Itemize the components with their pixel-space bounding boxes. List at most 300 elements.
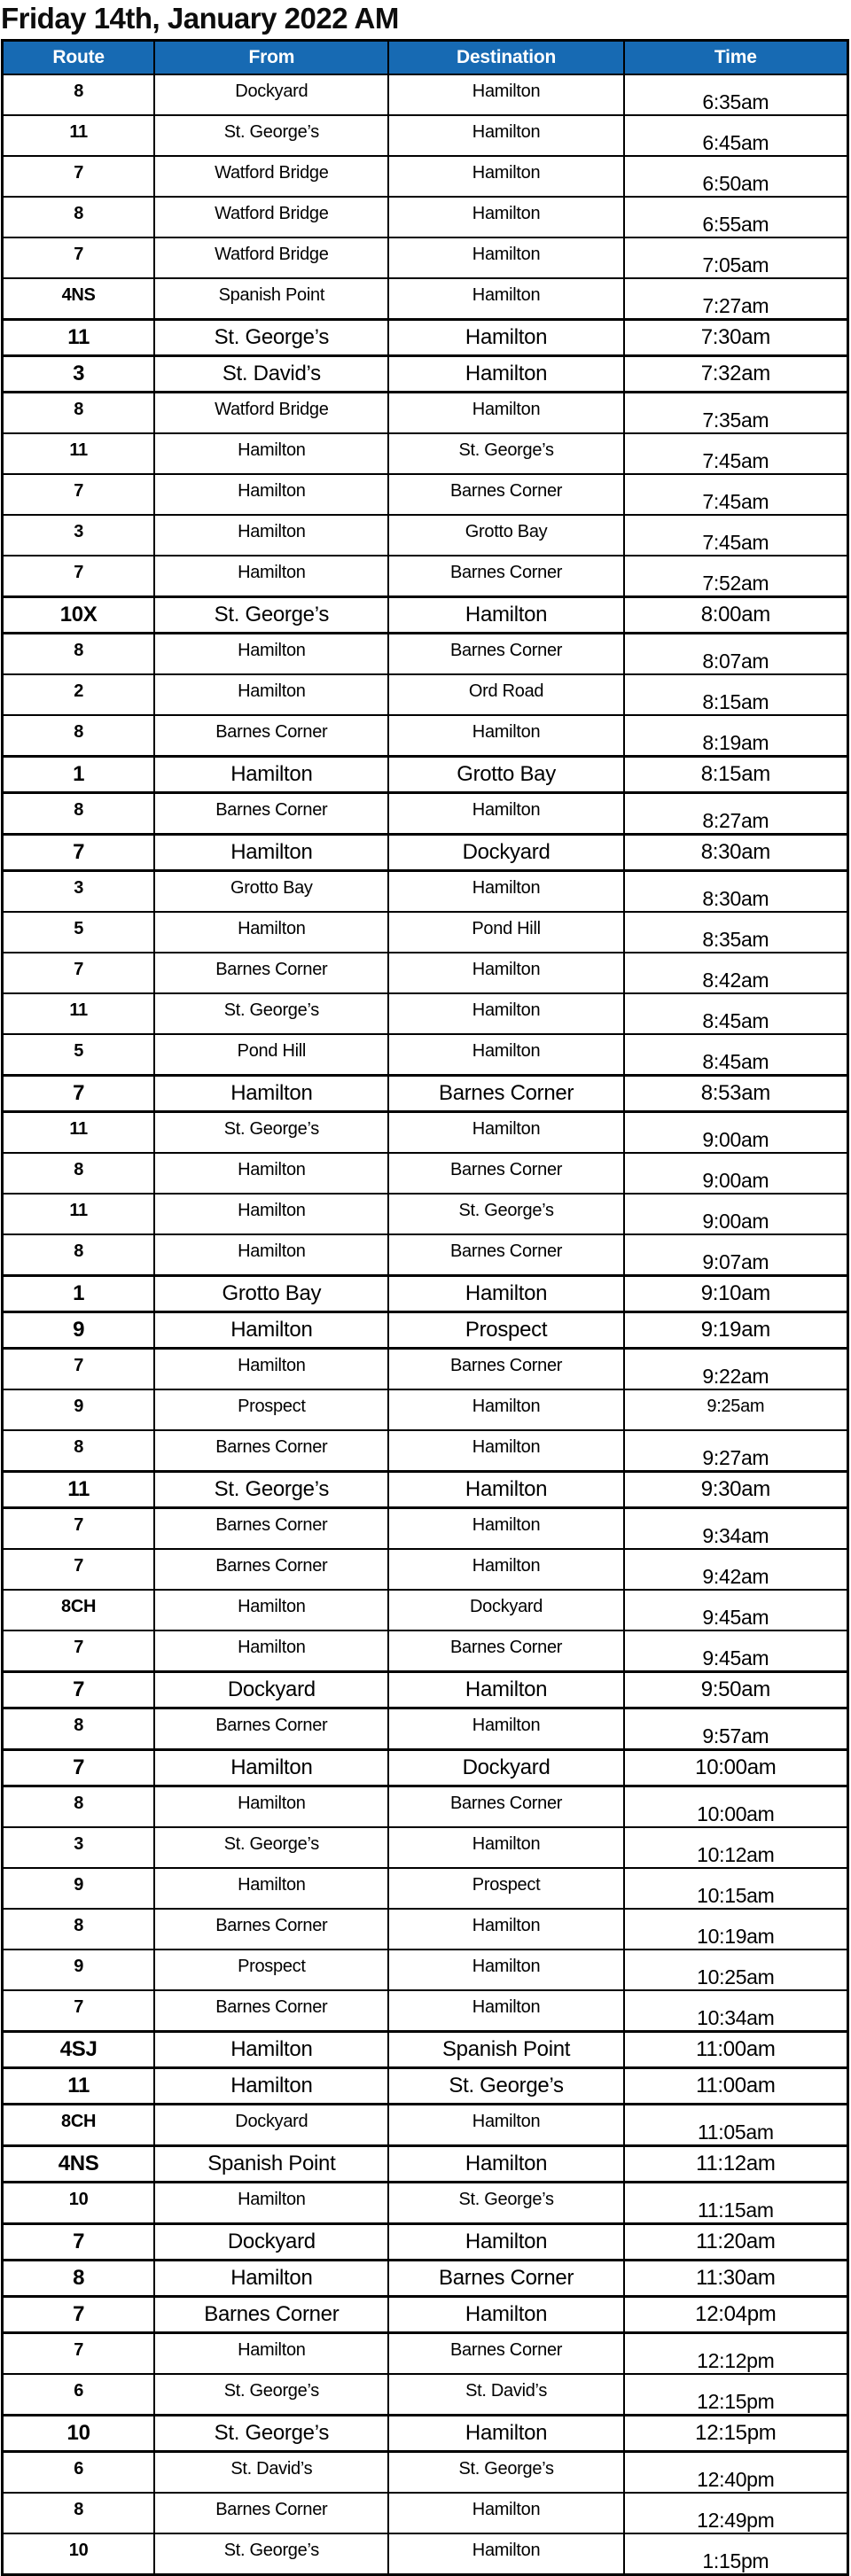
from-cell: Hamilton bbox=[154, 1312, 388, 1349]
destination-cell: Barnes Corner bbox=[388, 2261, 623, 2297]
from-cell: Hamilton bbox=[154, 2333, 388, 2375]
destination-cell: Hamilton bbox=[388, 2224, 623, 2261]
from-cell: Barnes Corner bbox=[154, 715, 388, 757]
time-cell: 9:19am bbox=[624, 1312, 848, 1349]
table-row bbox=[3, 115, 848, 156]
destination-cell: Barnes Corner bbox=[388, 634, 623, 675]
table-row bbox=[3, 2105, 848, 2146]
destination-cell: St. George’s bbox=[388, 433, 623, 474]
table-row bbox=[3, 835, 848, 871]
time-cell: 8:30am bbox=[624, 835, 848, 871]
destination-cell: Barnes Corner bbox=[388, 2333, 623, 2375]
from-cell: Hamilton bbox=[154, 515, 388, 556]
time-cell: 10:00am bbox=[624, 1750, 848, 1786]
destination-cell: Hamilton bbox=[388, 1672, 623, 1708]
time-cell: 9:00am bbox=[624, 1194, 848, 1234]
from-cell: Hamilton bbox=[154, 2261, 388, 2297]
time-cell: 9:00am bbox=[624, 1153, 848, 1194]
from-cell: Barnes Corner bbox=[154, 2297, 388, 2333]
route-cell: 3 bbox=[3, 515, 155, 556]
destination-cell: Hamilton bbox=[388, 1950, 623, 1990]
destination-cell: Hamilton bbox=[388, 320, 623, 356]
route-cell: 10X bbox=[3, 597, 155, 634]
route-cell: 8CH bbox=[3, 1590, 155, 1630]
time-cell: 6:35am bbox=[624, 74, 848, 115]
table-row bbox=[3, 1034, 848, 1076]
time-cell: 7:27am bbox=[624, 278, 848, 320]
time-cell: 10:25am bbox=[624, 1950, 848, 1990]
from-cell: Grotto Bay bbox=[154, 1276, 388, 1312]
destination-cell: Hamilton bbox=[388, 1276, 623, 1312]
destination-cell: Barnes Corner bbox=[388, 474, 623, 515]
from-cell: Hamilton bbox=[154, 2032, 388, 2068]
from-cell: Hamilton bbox=[154, 1076, 388, 1112]
route-cell: 8 bbox=[3, 1430, 155, 1472]
table-row bbox=[3, 1153, 848, 1194]
table-row bbox=[3, 1950, 848, 1990]
table-row bbox=[3, 912, 848, 953]
table-row bbox=[3, 1194, 848, 1234]
from-cell: Hamilton bbox=[154, 1750, 388, 1786]
time-cell: 8:00am bbox=[624, 597, 848, 634]
time-cell: 7:30am bbox=[624, 320, 848, 356]
table-row bbox=[3, 320, 848, 356]
route-cell: 3 bbox=[3, 1827, 155, 1868]
destination-cell: Prospect bbox=[388, 1868, 623, 1909]
time-cell: 11:15am bbox=[624, 2183, 848, 2224]
destination-cell: Barnes Corner bbox=[388, 1153, 623, 1194]
time-cell: 8:07am bbox=[624, 634, 848, 675]
route-cell: 11 bbox=[3, 115, 155, 156]
from-cell: Hamilton bbox=[154, 1868, 388, 1909]
time-cell: 6:50am bbox=[624, 156, 848, 197]
time-cell: 12:15pm bbox=[624, 2374, 848, 2416]
table-row bbox=[3, 2374, 848, 2416]
route-cell: 7 bbox=[3, 237, 155, 278]
table-row bbox=[3, 1430, 848, 1472]
route-cell: 11 bbox=[3, 2068, 155, 2105]
table-row bbox=[3, 953, 848, 993]
table-row bbox=[3, 1590, 848, 1630]
from-cell: Barnes Corner bbox=[154, 1430, 388, 1472]
route-cell: 10 bbox=[3, 2416, 155, 2452]
from-cell: Dockyard bbox=[154, 1672, 388, 1708]
table-row bbox=[3, 1786, 848, 1828]
route-cell: 1 bbox=[3, 1276, 155, 1312]
table-row bbox=[3, 597, 848, 634]
time-cell: 9:45am bbox=[624, 1630, 848, 1672]
destination-cell: St. George’s bbox=[388, 2183, 623, 2224]
table-row bbox=[3, 871, 848, 913]
time-cell: 8:27am bbox=[624, 793, 848, 835]
from-cell: Hamilton bbox=[154, 2068, 388, 2105]
destination-cell: St. David’s bbox=[388, 2374, 623, 2416]
route-cell: 8 bbox=[3, 1786, 155, 1828]
time-cell: 12:40pm bbox=[624, 2452, 848, 2494]
route-cell: 7 bbox=[3, 474, 155, 515]
table-row bbox=[3, 1276, 848, 1312]
destination-cell: Hamilton bbox=[388, 237, 623, 278]
from-cell: St. David’s bbox=[154, 356, 388, 393]
route-cell: 7 bbox=[3, 156, 155, 197]
from-cell: Hamilton bbox=[154, 1786, 388, 1828]
route-cell: 7 bbox=[3, 953, 155, 993]
from-cell: Barnes Corner bbox=[154, 1909, 388, 1950]
route-cell: 8 bbox=[3, 715, 155, 757]
from-cell: Hamilton bbox=[154, 674, 388, 715]
table-row bbox=[3, 1312, 848, 1349]
time-cell: 9:27am bbox=[624, 1430, 848, 1472]
from-cell: Watford Bridge bbox=[154, 197, 388, 237]
route-cell: 8 bbox=[3, 1909, 155, 1950]
from-cell: St. George’s bbox=[154, 2374, 388, 2416]
table-row bbox=[3, 1549, 848, 1590]
route-cell: 2 bbox=[3, 674, 155, 715]
destination-cell: Barnes Corner bbox=[388, 1076, 623, 1112]
table-row bbox=[3, 1827, 848, 1868]
table-row bbox=[3, 793, 848, 835]
route-cell: 8 bbox=[3, 2493, 155, 2533]
column-header-destination: Destination bbox=[388, 41, 623, 75]
destination-cell: Hamilton bbox=[388, 115, 623, 156]
table-row bbox=[3, 1750, 848, 1786]
from-cell: Barnes Corner bbox=[154, 793, 388, 835]
table-row bbox=[3, 634, 848, 675]
destination-cell: Hamilton bbox=[388, 1990, 623, 2032]
destination-cell: Hamilton bbox=[388, 597, 623, 634]
table-row bbox=[3, 2493, 848, 2533]
route-cell: 8 bbox=[3, 793, 155, 835]
route-cell: 7 bbox=[3, 1076, 155, 1112]
route-cell: 11 bbox=[3, 993, 155, 1034]
from-cell: Prospect bbox=[154, 1389, 388, 1430]
route-cell: 7 bbox=[3, 1508, 155, 1550]
from-cell: Barnes Corner bbox=[154, 1549, 388, 1590]
time-cell: 7:45am bbox=[624, 474, 848, 515]
table-row bbox=[3, 1909, 848, 1950]
table-row bbox=[3, 1990, 848, 2032]
from-cell: St. George’s bbox=[154, 2416, 388, 2452]
header-row bbox=[3, 41, 848, 75]
route-cell: 9 bbox=[3, 1950, 155, 1990]
time-cell: 9:07am bbox=[624, 1234, 848, 1276]
route-cell: 5 bbox=[3, 1034, 155, 1076]
table-row bbox=[3, 2333, 848, 2375]
route-cell: 4NS bbox=[3, 2146, 155, 2183]
table-row bbox=[3, 356, 848, 393]
route-cell: 5 bbox=[3, 912, 155, 953]
route-cell: 11 bbox=[3, 1194, 155, 1234]
table-row bbox=[3, 433, 848, 474]
time-cell: 12:49pm bbox=[624, 2493, 848, 2533]
time-cell: 1:15pm bbox=[624, 2533, 848, 2575]
route-cell: 9 bbox=[3, 1389, 155, 1430]
from-cell: Hamilton bbox=[154, 433, 388, 474]
from-cell: St. George’s bbox=[154, 993, 388, 1034]
table-row bbox=[3, 156, 848, 197]
destination-cell: Grotto Bay bbox=[388, 515, 623, 556]
route-cell: 8 bbox=[3, 1234, 155, 1276]
page-title: Friday 14th, January 2022 AM bbox=[1, 2, 399, 35]
from-cell: Hamilton bbox=[154, 1590, 388, 1630]
from-cell: Hamilton bbox=[154, 1234, 388, 1276]
time-cell: 9:57am bbox=[624, 1708, 848, 1750]
time-cell: 11:05am bbox=[624, 2105, 848, 2146]
time-cell: 8:45am bbox=[624, 993, 848, 1034]
table-row bbox=[3, 1076, 848, 1112]
route-cell: 8 bbox=[3, 634, 155, 675]
route-cell: 6 bbox=[3, 2374, 155, 2416]
from-cell: St. David’s bbox=[154, 2452, 388, 2494]
column-header-route: Route bbox=[3, 41, 155, 75]
destination-cell: Hamilton bbox=[388, 156, 623, 197]
time-cell: 10:00am bbox=[624, 1786, 848, 1828]
time-cell: 9:34am bbox=[624, 1508, 848, 1550]
destination-cell: Dockyard bbox=[388, 1750, 623, 1786]
time-cell: 9:42am bbox=[624, 1549, 848, 1590]
from-cell: Barnes Corner bbox=[154, 1508, 388, 1550]
route-cell: 7 bbox=[3, 1349, 155, 1390]
route-cell: 11 bbox=[3, 433, 155, 474]
column-header-from: From bbox=[154, 41, 388, 75]
time-cell: 10:12am bbox=[624, 1827, 848, 1868]
time-cell: 11:20am bbox=[624, 2224, 848, 2261]
table-row bbox=[3, 556, 848, 597]
route-cell: 7 bbox=[3, 1549, 155, 1590]
from-cell: Prospect bbox=[154, 1950, 388, 1990]
from-cell: Hamilton bbox=[154, 1194, 388, 1234]
destination-cell: St. George’s bbox=[388, 2452, 623, 2494]
destination-cell: Hamilton bbox=[388, 2533, 623, 2575]
route-cell: 11 bbox=[3, 1112, 155, 1154]
destination-cell: Spanish Point bbox=[388, 2032, 623, 2068]
time-cell: 11:00am bbox=[624, 2032, 848, 2068]
table-row bbox=[3, 2224, 848, 2261]
route-cell: 3 bbox=[3, 871, 155, 913]
time-cell: 6:55am bbox=[624, 197, 848, 237]
from-cell: Watford Bridge bbox=[154, 237, 388, 278]
destination-cell: Hamilton bbox=[388, 2416, 623, 2452]
time-cell: 9:00am bbox=[624, 1112, 848, 1154]
route-cell: 7 bbox=[3, 835, 155, 871]
destination-cell: Hamilton bbox=[388, 2297, 623, 2333]
table-row bbox=[3, 757, 848, 793]
route-cell: 4SJ bbox=[3, 2032, 155, 2068]
table-row bbox=[3, 993, 848, 1034]
time-cell: 7:52am bbox=[624, 556, 848, 597]
destination-cell: Barnes Corner bbox=[388, 556, 623, 597]
destination-cell: Hamilton bbox=[388, 2146, 623, 2183]
table-row bbox=[3, 2416, 848, 2452]
table-row bbox=[3, 1630, 848, 1672]
from-cell: Hamilton bbox=[154, 912, 388, 953]
time-cell: 8:35am bbox=[624, 912, 848, 953]
from-cell: Hamilton bbox=[154, 1630, 388, 1672]
destination-cell: Hamilton bbox=[388, 871, 623, 913]
route-cell: 9 bbox=[3, 1312, 155, 1349]
table-row bbox=[3, 1349, 848, 1390]
from-cell: Watford Bridge bbox=[154, 156, 388, 197]
table-row bbox=[3, 2533, 848, 2575]
from-cell: Hamilton bbox=[154, 556, 388, 597]
route-cell: 8CH bbox=[3, 2105, 155, 2146]
time-cell: 10:19am bbox=[624, 1909, 848, 1950]
table-row bbox=[3, 1389, 848, 1430]
destination-cell: Hamilton bbox=[388, 356, 623, 393]
destination-cell: Hamilton bbox=[388, 393, 623, 434]
route-cell: 7 bbox=[3, 1672, 155, 1708]
table-row bbox=[3, 393, 848, 434]
time-cell: 8:19am bbox=[624, 715, 848, 757]
destination-cell: Barnes Corner bbox=[388, 1349, 623, 1390]
destination-cell: Hamilton bbox=[388, 1909, 623, 1950]
route-cell: 7 bbox=[3, 556, 155, 597]
table-row bbox=[3, 1708, 848, 1750]
from-cell: Hamilton bbox=[154, 2183, 388, 2224]
destination-cell: Hamilton bbox=[388, 1508, 623, 1550]
time-cell: 6:45am bbox=[624, 115, 848, 156]
table-row bbox=[3, 197, 848, 237]
from-cell: Spanish Point bbox=[154, 2146, 388, 2183]
destination-cell: Hamilton bbox=[388, 793, 623, 835]
from-cell: St. George’s bbox=[154, 597, 388, 634]
from-cell: Spanish Point bbox=[154, 278, 388, 320]
time-cell: 11:00am bbox=[624, 2068, 848, 2105]
table-row bbox=[3, 2183, 848, 2224]
time-cell: 7:45am bbox=[624, 433, 848, 474]
route-cell: 4NS bbox=[3, 278, 155, 320]
route-cell: 3 bbox=[3, 356, 155, 393]
from-cell: St. George’s bbox=[154, 115, 388, 156]
destination-cell: Hamilton bbox=[388, 1708, 623, 1750]
time-cell: 8:42am bbox=[624, 953, 848, 993]
time-cell: 8:15am bbox=[624, 757, 848, 793]
destination-cell: Barnes Corner bbox=[388, 1234, 623, 1276]
table-row bbox=[3, 2261, 848, 2297]
destination-cell: Hamilton bbox=[388, 278, 623, 320]
route-cell: 8 bbox=[3, 74, 155, 115]
table-row bbox=[3, 2452, 848, 2494]
bus-schedule-table bbox=[1, 39, 849, 2576]
destination-cell: Barnes Corner bbox=[388, 1786, 623, 1828]
route-cell: 11 bbox=[3, 320, 155, 356]
from-cell: St. George’s bbox=[154, 1472, 388, 1508]
time-cell: 9:22am bbox=[624, 1349, 848, 1390]
route-cell: 11 bbox=[3, 1472, 155, 1508]
from-cell: St. George’s bbox=[154, 1827, 388, 1868]
destination-cell: Hamilton bbox=[388, 1034, 623, 1076]
table-row bbox=[3, 278, 848, 320]
from-cell: Dockyard bbox=[154, 74, 388, 115]
time-cell: 8:53am bbox=[624, 1076, 848, 1112]
from-cell: Barnes Corner bbox=[154, 953, 388, 993]
destination-cell: Hamilton bbox=[388, 1430, 623, 1472]
table-row bbox=[3, 237, 848, 278]
time-cell: 8:30am bbox=[624, 871, 848, 913]
route-cell: 9 bbox=[3, 1868, 155, 1909]
destination-cell: Ord Road bbox=[388, 674, 623, 715]
table-row bbox=[3, 2297, 848, 2333]
route-cell: 10 bbox=[3, 2183, 155, 2224]
from-cell: Dockyard bbox=[154, 2105, 388, 2146]
time-cell: 9:10am bbox=[624, 1276, 848, 1312]
destination-cell: Hamilton bbox=[388, 1549, 623, 1590]
time-cell: 11:30am bbox=[624, 2261, 848, 2297]
route-cell: 6 bbox=[3, 2452, 155, 2494]
time-cell: 11:12am bbox=[624, 2146, 848, 2183]
destination-cell: Grotto Bay bbox=[388, 757, 623, 793]
destination-cell: St. George’s bbox=[388, 1194, 623, 1234]
destination-cell: Hamilton bbox=[388, 1112, 623, 1154]
table-row bbox=[3, 1472, 848, 1508]
route-cell: 7 bbox=[3, 1990, 155, 2032]
destination-cell: Hamilton bbox=[388, 2105, 623, 2146]
from-cell: Barnes Corner bbox=[154, 1708, 388, 1750]
table-row bbox=[3, 1112, 848, 1154]
time-cell: 7:05am bbox=[624, 237, 848, 278]
from-cell: St. George’s bbox=[154, 320, 388, 356]
from-cell: St. George’s bbox=[154, 1112, 388, 1154]
route-cell: 8 bbox=[3, 1708, 155, 1750]
time-cell: 12:15pm bbox=[624, 2416, 848, 2452]
route-cell: 8 bbox=[3, 1153, 155, 1194]
route-cell: 7 bbox=[3, 2297, 155, 2333]
destination-cell: Prospect bbox=[388, 1312, 623, 1349]
destination-cell: Hamilton bbox=[388, 993, 623, 1034]
from-cell: Hamilton bbox=[154, 1349, 388, 1390]
time-cell: 9:45am bbox=[624, 1590, 848, 1630]
time-cell: 10:15am bbox=[624, 1868, 848, 1909]
time-cell: 7:45am bbox=[624, 515, 848, 556]
table-row bbox=[3, 1672, 848, 1708]
route-cell: 7 bbox=[3, 2333, 155, 2375]
destination-cell: Hamilton bbox=[388, 74, 623, 115]
from-cell: Barnes Corner bbox=[154, 2493, 388, 2533]
table-row bbox=[3, 2146, 848, 2183]
destination-cell: Barnes Corner bbox=[388, 1630, 623, 1672]
from-cell: Watford Bridge bbox=[154, 393, 388, 434]
table-row bbox=[3, 2068, 848, 2105]
table-row bbox=[3, 2032, 848, 2068]
route-cell: 7 bbox=[3, 1630, 155, 1672]
table-row bbox=[3, 715, 848, 757]
table-row bbox=[3, 1508, 848, 1550]
table-row bbox=[3, 515, 848, 556]
route-cell: 7 bbox=[3, 1750, 155, 1786]
from-cell: Hamilton bbox=[154, 835, 388, 871]
destination-cell: Hamilton bbox=[388, 1389, 623, 1430]
time-cell: 10:34am bbox=[624, 1990, 848, 2032]
destination-cell: Hamilton bbox=[388, 197, 623, 237]
time-cell: 9:50am bbox=[624, 1672, 848, 1708]
table-row bbox=[3, 474, 848, 515]
from-cell: Hamilton bbox=[154, 1153, 388, 1194]
table-row bbox=[3, 1234, 848, 1276]
table-row bbox=[3, 74, 848, 115]
from-cell: Barnes Corner bbox=[154, 1990, 388, 2032]
destination-cell: St. George’s bbox=[388, 2068, 623, 2105]
time-cell: 12:04pm bbox=[624, 2297, 848, 2333]
destination-cell: Dockyard bbox=[388, 1590, 623, 1630]
route-cell: 1 bbox=[3, 757, 155, 793]
from-cell: Pond Hill bbox=[154, 1034, 388, 1076]
time-cell: 7:32am bbox=[624, 356, 848, 393]
from-cell: Hamilton bbox=[154, 474, 388, 515]
route-cell: 7 bbox=[3, 2224, 155, 2261]
route-cell: 8 bbox=[3, 393, 155, 434]
destination-cell: Hamilton bbox=[388, 715, 623, 757]
route-cell: 10 bbox=[3, 2533, 155, 2575]
